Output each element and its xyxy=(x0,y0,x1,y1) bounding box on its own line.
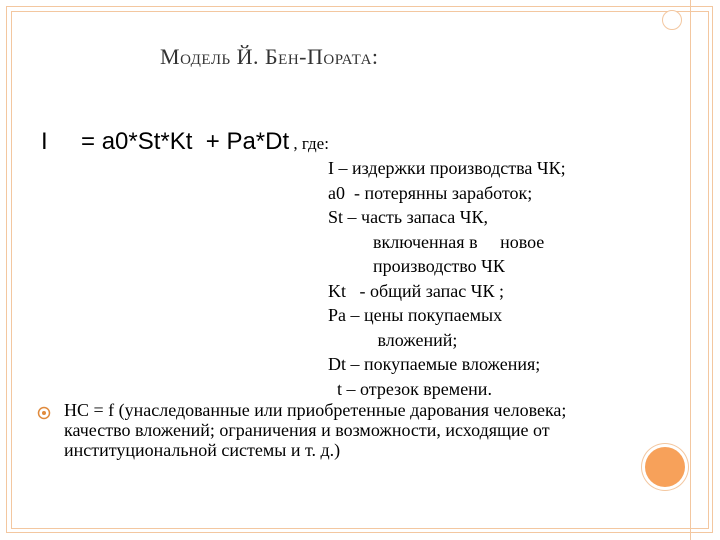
definition-item: производство ЧК xyxy=(328,256,505,276)
slide-title xyxy=(160,44,379,70)
title-part: - xyxy=(299,44,307,69)
bullet-paragraph: HC = f (унаследованные или приобретенные дарования человека; качество вложений; ограничения и возможности, исходящие от институциональной системы и т. д.) xyxy=(64,400,567,460)
definition-item: I – издержки производства ЧК; xyxy=(328,158,566,178)
title-part: одель xyxy=(180,44,231,69)
formula-expression: I = a0*St*Kt + Pa*Dt xyxy=(41,128,290,155)
title-part: Б xyxy=(265,44,279,69)
formula xyxy=(41,128,329,156)
slide-divider-line xyxy=(690,0,691,540)
decor-circle-small xyxy=(662,10,682,30)
definition-item: t – отрезок времени. xyxy=(328,378,492,399)
definition-item: Pa – цены покупаемых xyxy=(328,305,503,325)
circle-bullet-icon xyxy=(37,406,51,420)
title-part: ората xyxy=(323,44,372,69)
formula-suffix: , где: xyxy=(289,134,329,153)
definition-item: St – часть запаса ЧК, xyxy=(328,207,489,227)
title-part: ен xyxy=(278,44,300,69)
title-part: П xyxy=(307,44,324,69)
definition-item: Dt – покупаемые вложения; xyxy=(328,354,541,374)
definition-item: a0 - потерянны заработок; xyxy=(328,182,533,203)
definition-item: включенная в новое xyxy=(328,231,545,252)
definitions-list xyxy=(328,156,566,401)
title-part: : xyxy=(371,44,379,69)
title-part: М xyxy=(160,44,181,69)
title-part: Й. xyxy=(230,44,266,69)
definition-item: вложений; xyxy=(328,329,458,350)
definition-item: Kt - общий запас ЧК ; xyxy=(328,280,504,301)
decor-circle-orange xyxy=(645,447,685,487)
